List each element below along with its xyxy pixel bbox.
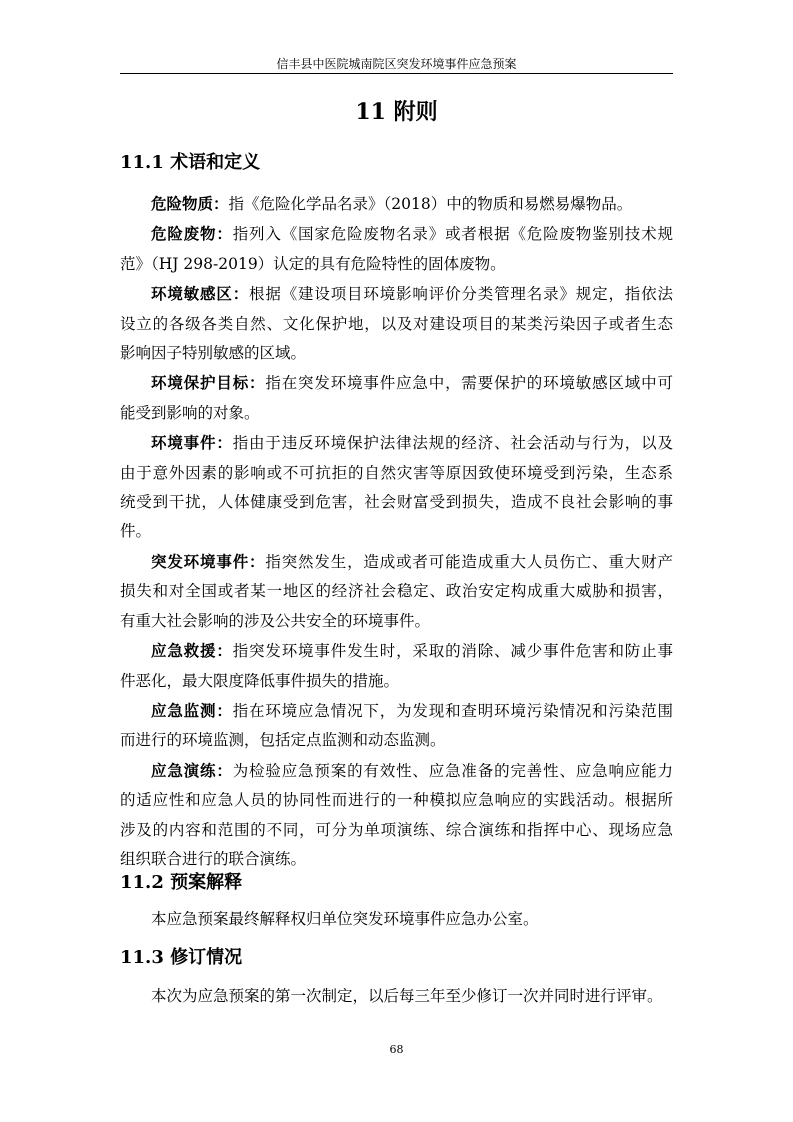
running-header: 信丰县中医院城南院区突发环境事件应急预案 xyxy=(276,57,517,71)
definition-text: 指突然发生，造成或者可能造成重大人员伤亡、重大财产 xyxy=(265,552,673,571)
defined-term: 危险废物： xyxy=(151,224,233,244)
definition-text: 影响因子特别敏感的区域。 xyxy=(120,344,307,363)
text-line xyxy=(120,250,673,279)
definition-text: 由于意外因素的影响或不可抗拒的自然灾害等原因致使环境受到污染，生态系 xyxy=(120,463,673,482)
text-line xyxy=(120,488,673,517)
text-line xyxy=(120,816,673,845)
chapter-title: 11 附则 xyxy=(355,99,438,125)
defined-term: 环境保护目标： xyxy=(151,373,266,393)
text-line xyxy=(120,189,673,219)
definition-paragraph xyxy=(120,696,673,756)
definition-paragraph xyxy=(120,219,673,279)
text-line xyxy=(120,219,673,249)
text-line xyxy=(120,517,673,546)
text-line xyxy=(120,696,673,726)
definition-text: 损失和对全国或者某一地区的经济社会稳定、政治安定构成重大威胁和损害， xyxy=(120,582,673,601)
definition-text: 而进行的环境监测，包括定点监测和动态监测。 xyxy=(120,731,446,750)
text-line xyxy=(120,726,673,755)
text-line xyxy=(120,636,673,666)
defined-term: 突发环境事件： xyxy=(151,551,266,571)
definition-text: 根据《建设项目环境影响评价分类管理名录》规定，指依法 xyxy=(249,285,673,304)
definition-paragraph xyxy=(120,756,673,875)
revision-paragraph: 本次为应急预案的第一次制定，以后每三年至少修订一次并同时进行评审。 xyxy=(151,987,663,1005)
definition-text: 设立的各级各类自然、文化保护地，以及对建设项目的某类污染因子或者生态 xyxy=(120,314,673,333)
defined-term: 应急救援： xyxy=(151,641,233,661)
definition-text: 有重大社会影响的涉及公共安全的环境事件。 xyxy=(120,611,431,630)
page-number: 68 xyxy=(389,1043,404,1056)
text-line xyxy=(120,667,673,696)
definition-text: 组织联合进行的联合演练。 xyxy=(120,849,307,868)
definition-text: 件。 xyxy=(120,522,152,541)
defined-term: 应急演练： xyxy=(151,760,233,780)
definition-text: 涉及的内容和范围的不同，可分为单项演练、综合演练和指挥中心、现场应急 xyxy=(120,820,673,839)
text-line xyxy=(120,547,673,577)
definition-text: 指在环境应急情况下，为发现和查明环境污染情况和污染范围 xyxy=(232,701,673,720)
header-divider xyxy=(120,73,673,74)
text-line xyxy=(120,399,673,428)
defined-term: 应急监测： xyxy=(151,700,233,720)
section-heading-interpretation: 11.2 预案解释 xyxy=(120,872,243,893)
definition-text: 的适应性和应急人员的协同性而进行的一种模拟应急响应的实践活动。根据所 xyxy=(120,791,673,810)
definition-text: 件恶化，最大限度降低事件损失的措施。 xyxy=(120,671,400,690)
interpretation-paragraph: 本应急预案最终解释权归单位突发环境事件应急办公室。 xyxy=(151,910,539,928)
text-line xyxy=(120,279,673,309)
text-line xyxy=(120,756,673,786)
definition-paragraph xyxy=(120,368,673,428)
defined-term: 环境敏感区： xyxy=(151,284,250,304)
defined-term: 危险物质： xyxy=(151,194,229,213)
text-line xyxy=(120,607,673,636)
definition-paragraph xyxy=(120,279,673,368)
definition-text: 指由于违反环境保护法律法规的经济、社会活动与行为，以及 xyxy=(232,434,673,453)
definitions-list xyxy=(120,189,673,874)
definition-text: 能受到影响的对象。 xyxy=(120,403,260,422)
text-line xyxy=(120,310,673,339)
definition-text: 指列入《国家危险废物名录》或者根据《危险废物鉴别技术规 xyxy=(232,225,673,244)
definition-text: 范》（HJ 298-2019）认定的具有危险特性的固体废物。 xyxy=(120,254,506,273)
definition-text: 为检验应急预案的有效性、应急准备的完善性、应急响应能力 xyxy=(232,761,673,780)
definition-paragraph xyxy=(120,428,673,547)
definition-text: 指突发环境事件发生时，采取的消除、减少事件危害和防止事 xyxy=(232,642,673,661)
text-line xyxy=(120,368,673,398)
definition-paragraph xyxy=(120,189,673,219)
text-line xyxy=(120,577,673,606)
text-line xyxy=(120,339,673,368)
definition-paragraph xyxy=(120,547,673,636)
text-line xyxy=(120,845,673,874)
section-heading-revision: 11.3 修订情况 xyxy=(120,947,243,968)
definition-text: 指《危险化学品名录》（2018）中的物质和易燃易爆物品。 xyxy=(228,195,633,213)
definition-text: 统受到干扰，人体健康受到危害，社会财富受到损失，造成不良社会影响的事 xyxy=(120,493,673,512)
text-line xyxy=(120,459,673,488)
defined-term: 环境事件： xyxy=(151,433,233,453)
text-line xyxy=(120,786,673,815)
definition-paragraph xyxy=(120,636,673,696)
definition-text: 指在突发环境事件应急中，需要保护的环境敏感区域中可 xyxy=(265,374,673,393)
section-heading-terms: 11.1 术语和定义 xyxy=(120,152,261,173)
text-line xyxy=(120,428,673,458)
